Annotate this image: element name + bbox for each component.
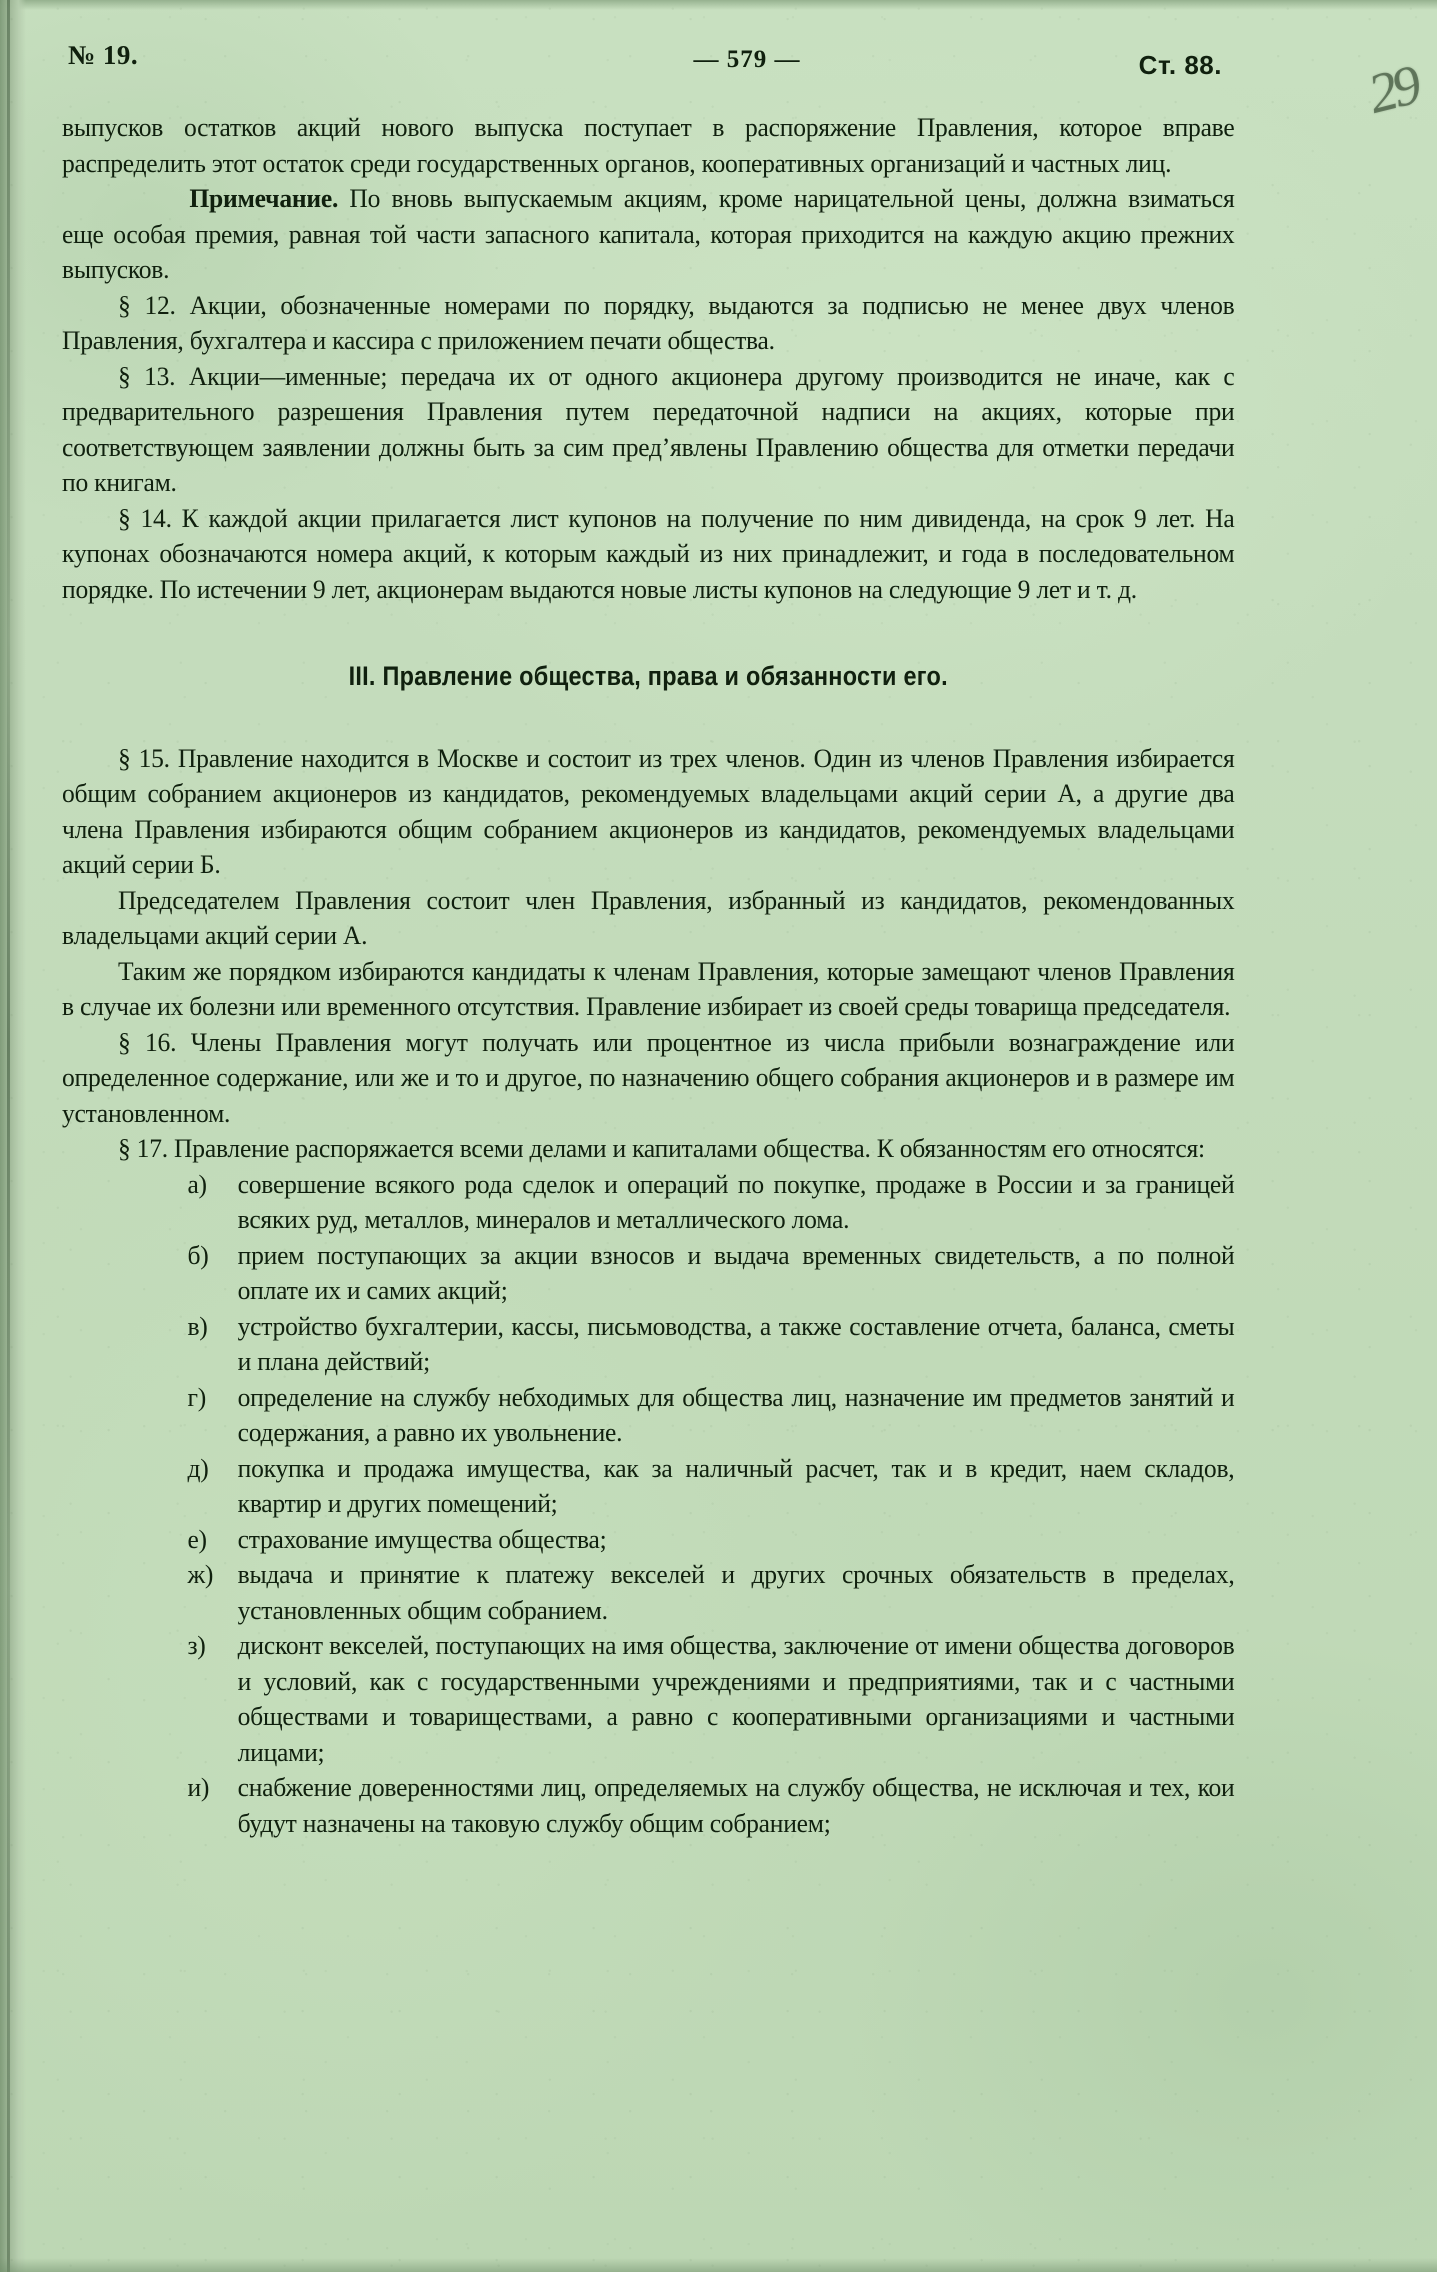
document-body bbox=[62, 110, 1234, 1841]
list-item-text: снабжение доверенностями лиц, определяемых на службу общества, не исключая и тех, кои будут назначены на таковую службу общим собранием; bbox=[237, 1772, 1235, 1838]
list-item bbox=[62, 1628, 1234, 1770]
paragraph-12: § 12. Акции, обозначенные номерами по порядку, выдаются за подписью не менее двух членов Правления, бухгалтера и кассира с приложением печати общества. bbox=[62, 289, 1235, 355]
paragraph-16: § 16. Члены Правления могут получать или процентное из числа прибыли вознаграждение или определенное содержание, или же и то и другое, по назначению общего собрания акционеров и в размере им установленном. bbox=[62, 1026, 1235, 1128]
page-content bbox=[62, 34, 1372, 1841]
list-item-text: совершение всякого рода сделок и операций по покупке, продаже в России и за границей всяких руд, металлов, минералов и металлического лома. bbox=[237, 1168, 1235, 1234]
list-item-text: дисконт векселей, поступающих на имя общества, заключение от имени общества договоров и условий, как с государственными учреждениями и предприятиями, так и с частными обществами и товариществами, а равно с кооперативными организациями и частными лицами; bbox=[237, 1630, 1235, 1767]
list-item-text: страхование имущества общества; bbox=[237, 1523, 607, 1554]
list-item bbox=[62, 1557, 1234, 1628]
list-item-marker: в) bbox=[187, 1310, 208, 1341]
page-binding-edge bbox=[0, 0, 26, 2272]
list-item-marker: д) bbox=[187, 1452, 209, 1483]
list-item-marker: з) bbox=[187, 1630, 206, 1660]
paragraph-15-c: Таким же порядком избираются кандидаты к членам Правления, которые замещают членов Правления в случае их болезни или временного отсутствия. Правление избирает из своей среды товарища председателя. bbox=[62, 955, 1235, 1021]
list-item-marker: ж) bbox=[187, 1559, 214, 1589]
list-item-marker: и) bbox=[187, 1772, 210, 1802]
page-folio-number: — 579 — bbox=[693, 46, 801, 73]
list-item bbox=[62, 1309, 1234, 1380]
list-item bbox=[62, 1380, 1234, 1451]
list-item bbox=[62, 1238, 1234, 1309]
section-heading-iii: III. Правление общества, права и обязанности его. bbox=[348, 661, 948, 691]
note-label: Примечание. bbox=[189, 183, 339, 213]
list-item-marker: г) bbox=[187, 1381, 206, 1412]
list-item-text: прием поступающих за акции взносов и выдача временных свидетельств, а по полной оплате их и самих акций; bbox=[237, 1239, 1235, 1305]
list-item-marker: а) bbox=[187, 1168, 207, 1199]
list-item-marker: е) bbox=[187, 1523, 207, 1554]
note-text: По вновь выпускаемым акциям, кроме нарицательной цены, должна взиматься еще особая премия, равная той части запасного капитала, которая приходится на каждую акцию прежних выпусков. bbox=[62, 183, 1235, 284]
article-reference: Ст. 88. bbox=[1138, 50, 1222, 80]
paragraph-17: § 17. Правление распоряжается всеми делами и капиталами общества. К обязанностям его относятся: bbox=[117, 1133, 1205, 1163]
continued-paragraph: выпусков остатков акций нового выпуска поступает в распоряжение Правления, которое вправе распределить этот остаток среди государственных органов, кооперативных организаций и частных лиц. bbox=[62, 112, 1235, 178]
list-item-text: выдача и принятие к платежу векселей и других срочных обязательств в пределах, установленных общим собранием. bbox=[237, 1559, 1235, 1625]
issue-number: № 19. bbox=[68, 40, 139, 70]
paragraph-15-b: Председателем Правления состоит член Правления, избранный из кандидатов, рекомендованных владельцами акций серии А. bbox=[62, 884, 1235, 950]
page-bottom-edge-shadow bbox=[0, 2258, 1437, 2272]
list-item bbox=[62, 1167, 1234, 1238]
duties-list bbox=[62, 1167, 1234, 1842]
list-item-text: покупка и продажа имущества, как за наличный расчет, так и в кредит, наем складов, квартир и других помещений; bbox=[237, 1452, 1235, 1518]
handwritten-pencil-annotation: 29 bbox=[1362, 54, 1424, 126]
list-item-marker: б) bbox=[187, 1239, 209, 1270]
paragraph-13: § 13. Акции—именные; передача их от одного акционера другому производится не иначе, как с предварительного разрешения Правления путем передаточной надписи на акциях, которые при соответствующем заявлении должны быть за сим пред’явлены Правлению общества для отметки передачи по книгам. bbox=[62, 360, 1235, 497]
paragraph-14: § 14. К каждой акции прилагается лист купонов на получение по ним дивиденда, на срок 9 лет. На купонах обозначаются номера акций, к которым каждый из них принадлежит, и года в последовательном порядке. По истечении 9 лет, акционерам выдаются новые листы купонов на следующие 9 лет и т. д. bbox=[62, 502, 1235, 604]
list-item bbox=[62, 1451, 1234, 1522]
list-item bbox=[62, 1770, 1234, 1841]
list-item-text: устройство бухгалтерии, кассы, письмоводства, а также составление отчета, баланса, сметы и плана действий; bbox=[237, 1310, 1235, 1376]
note-paragraph bbox=[62, 181, 1234, 288]
running-head bbox=[62, 34, 1372, 94]
list-item-text: определение на службу небходимых для общества лиц, назначение им предметов занятий и содержания, а равно их увольнение. bbox=[237, 1381, 1235, 1447]
page-top-edge-shadow bbox=[0, 0, 1437, 10]
list-item bbox=[62, 1522, 1234, 1558]
paragraph-15-a: § 15. Правление находится в Москве и состоит из трех членов. Один из членов Правления избирается общим собранием акционеров из кандидатов, рекомендуемых владельцами акций серии А, а другие два члена Правления избираются общим собранием акционеров из кандидатов, рекомендуемых владельцами акций серии Б. bbox=[62, 742, 1235, 879]
